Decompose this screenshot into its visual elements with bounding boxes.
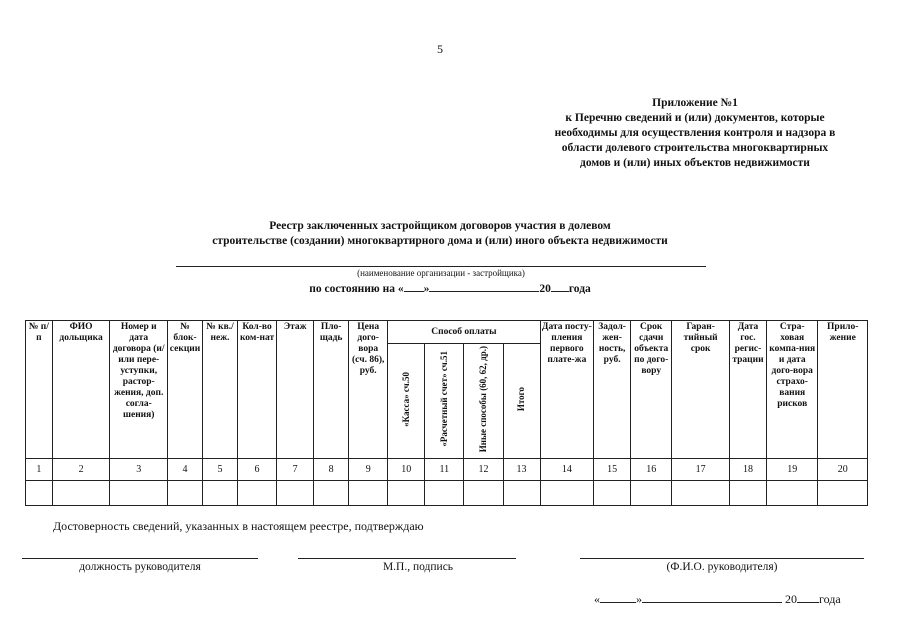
pay-other-label: Иные способы (60, 62, др.) [477, 345, 488, 453]
table-cell [729, 481, 766, 506]
table-cell [672, 481, 730, 506]
table-cell [503, 481, 540, 506]
column-number: 1 [26, 459, 53, 481]
name-label: (Ф.И.О. руководителя) [666, 561, 778, 573]
header-fio: ФИО дольщика [52, 321, 110, 459]
table-cell [203, 481, 238, 506]
column-number: 2 [52, 459, 110, 481]
table-cell [314, 481, 349, 506]
header-insurance: Стра-ховая компа-ния и дата дого-вора страхо-вания рисков [767, 321, 818, 459]
registry-title-line: Реестр заключенных застройщиком договоров участия в долевом [269, 220, 611, 232]
pay-cash-label: «Касса» сч.50 [400, 371, 411, 427]
header-pay-cash [388, 344, 425, 459]
table-cell [52, 481, 110, 506]
table-cell [110, 481, 168, 506]
header-warranty: Гаран-тийный срок [672, 321, 730, 459]
table-row [26, 481, 868, 506]
signature-date [594, 591, 841, 607]
column-number: 16 [631, 459, 672, 481]
appendix-line: необходимы для осуществления контроля и надзора в [554, 127, 836, 139]
position-signature-line [22, 558, 258, 559]
as-of-year: 20 [539, 283, 551, 295]
page-number: 5 [437, 42, 443, 56]
day-blank [404, 281, 424, 292]
table-cell [818, 481, 868, 506]
year-blank [797, 591, 819, 603]
table-cell [594, 481, 631, 506]
table-cell [349, 481, 388, 506]
as-of-prefix: по состоянию на « [309, 283, 404, 295]
name-signature-line [580, 558, 864, 559]
column-number: 14 [540, 459, 594, 481]
column-number: 15 [594, 459, 631, 481]
pay-account-label: «Расчетный счет» сч.51 [438, 351, 449, 447]
appendix-line: области долевого строительства многоквартирных [561, 142, 829, 154]
table-cell [540, 481, 594, 506]
header-rooms: Кол-во ком-нат [238, 321, 277, 459]
table-cell [425, 481, 464, 506]
as-of-suffix: года [568, 283, 591, 295]
date-suffix: года [819, 592, 841, 606]
column-number: 11 [425, 459, 464, 481]
header-floor: Этаж [277, 321, 314, 459]
column-number: 6 [238, 459, 277, 481]
year-blank [551, 281, 569, 292]
as-of-mid: » [423, 283, 430, 295]
table-cell [767, 481, 818, 506]
table-cell [464, 481, 503, 506]
table-cell [277, 481, 314, 506]
header-apartment: № кв./ неж. [203, 321, 238, 459]
column-number: 3 [110, 459, 168, 481]
header-pay-other [464, 344, 503, 459]
header-registration: Дата гос. регис-трации [729, 321, 766, 459]
certification-text: Достоверность сведений, указанных в настоящем реестре, подтверждаю [53, 519, 424, 533]
header-contract: Номер и дата договора (и/или пере-уступки, растор-жения, доп. согла-шения) [110, 321, 168, 459]
appendix-line: домов и (или) иных объектов недвижимости [580, 157, 810, 169]
position-label: должность руководителя [79, 561, 201, 573]
column-number: 10 [388, 459, 425, 481]
appendix-block [520, 96, 870, 171]
registry-table [25, 320, 868, 506]
table-cell [388, 481, 425, 506]
appendix-title: Приложение №1 [652, 97, 738, 109]
header-payment-method: Способ оплаты [388, 321, 540, 344]
header-attachment: Прило-жение [818, 321, 868, 459]
table-cell [26, 481, 53, 506]
column-number: 18 [729, 459, 766, 481]
organization-caption: (наименование организации - застройщика) [357, 268, 525, 278]
organization-name-line [176, 266, 706, 267]
column-number: 12 [464, 459, 503, 481]
month-blank [642, 591, 782, 603]
header-price: Цена дого-вора (сч. 86), руб. [349, 321, 388, 459]
table-cell [238, 481, 277, 506]
seal-signature-line [298, 558, 516, 559]
column-number: 19 [767, 459, 818, 481]
column-number-row [26, 459, 868, 481]
date-close-quote: » [636, 592, 642, 606]
column-number: 5 [203, 459, 238, 481]
header-pay-account [425, 344, 464, 459]
month-blank [429, 281, 539, 292]
header-debt: Задол-жен-ность, руб. [594, 321, 631, 459]
header-pay-total [503, 344, 540, 459]
seal-label: М.П., подпись [382, 561, 454, 573]
column-number: 20 [818, 459, 868, 481]
table-cell [631, 481, 672, 506]
as-of-date [150, 281, 750, 295]
column-number: 17 [672, 459, 730, 481]
column-number: 9 [349, 459, 388, 481]
header-first-payment: Дата посту-пления первого плате-жа [540, 321, 594, 459]
column-number: 7 [277, 459, 314, 481]
date-open-quote: « [594, 592, 600, 606]
header-deadline: Срок сдачи объекта по дого-вору [631, 321, 672, 459]
column-number: 4 [168, 459, 203, 481]
pay-total-label: Итого [516, 386, 527, 412]
header-block: № блок-секции [168, 321, 203, 459]
registry-title-line: строительстве (создании) многоквартирного дома и (или) иного объекта недвижимости [212, 235, 668, 247]
day-blank [600, 591, 636, 603]
header-number: № п/п [26, 321, 53, 459]
date-year: 20 [785, 592, 797, 606]
header-area: Пло-щадь [314, 321, 349, 459]
column-number: 13 [503, 459, 540, 481]
table-cell [168, 481, 203, 506]
registry-title [140, 219, 740, 249]
appendix-line: к Перечню сведений и (или) документов, которые [565, 112, 825, 124]
column-number: 8 [314, 459, 349, 481]
